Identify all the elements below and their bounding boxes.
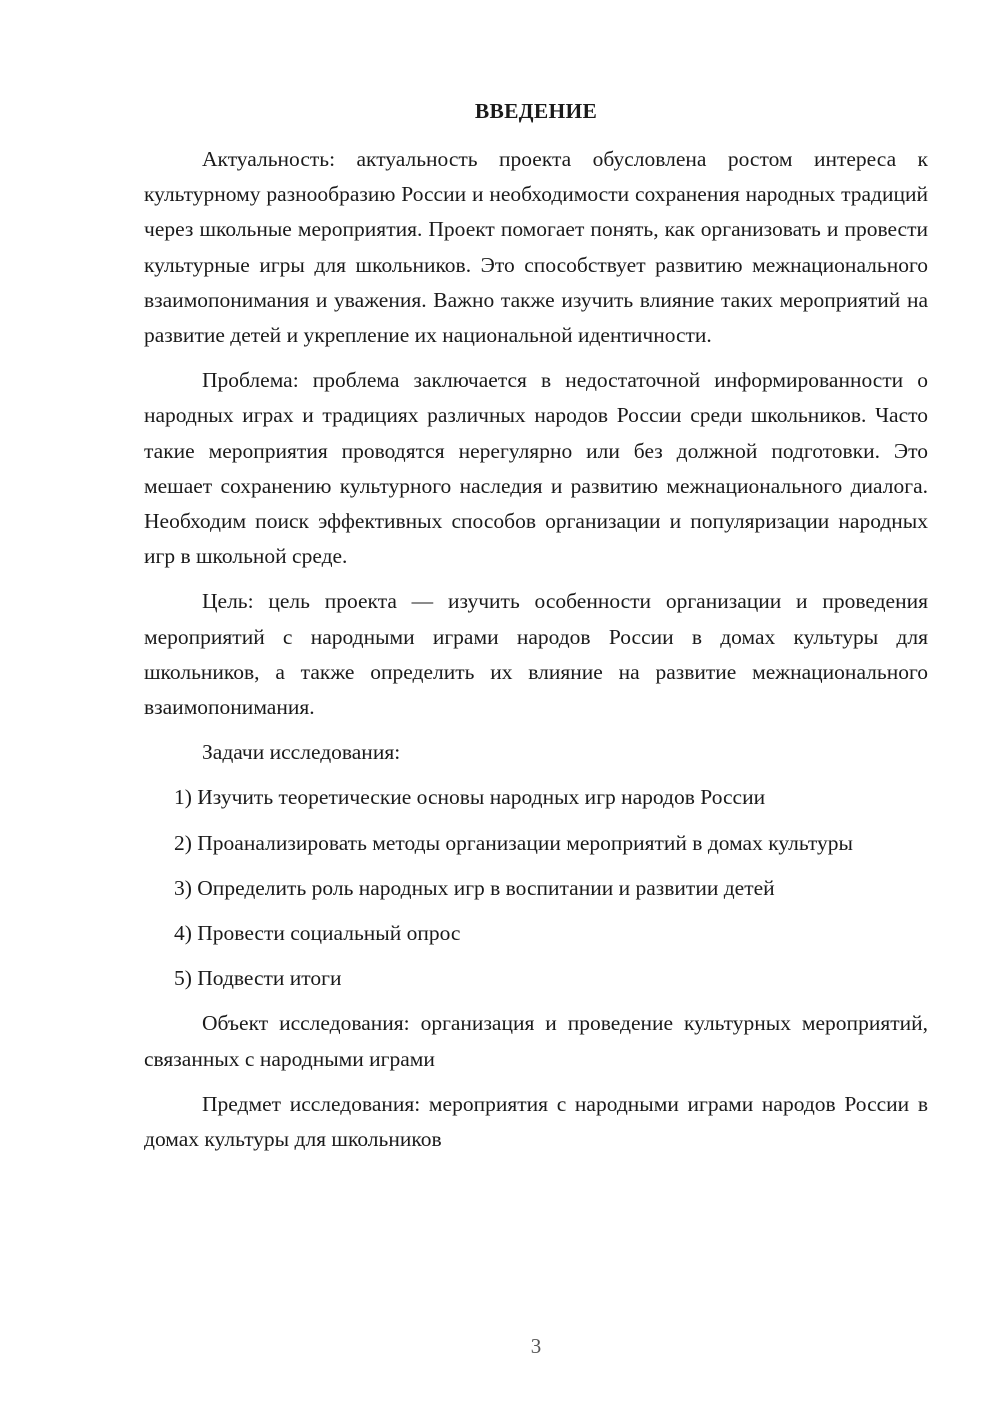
- relevance-paragraph: Актуальность: актуальность проекта обусловлена ростом интереса к культурному разнообразию России и необходимости сохранения народных традиций через школьные мероприятия. Проект помогает понять, как организовать и провести культурные игры для школьников. Это способствует развитию межнационального взаимопонимания и уважения. Важно также изучить влияние таких мероприятий на развитие детей и укрепление их национальной идентичности.: [144, 147, 928, 348]
- document-body: [144, 142, 928, 1167]
- task-item: 5) Подвести итоги: [174, 966, 342, 991]
- task-item: 1) Изучить теоретические основы народных игр народов России: [174, 785, 766, 810]
- task-item: 4) Провести социальный опрос: [174, 921, 461, 946]
- page-number: 3: [530, 1334, 542, 1358]
- task-item: 3) Определить роль народных игр в воспитании и развитии детей: [174, 875, 775, 900]
- page-title: ВВЕДЕНИЕ: [474, 99, 598, 123]
- subject-paragraph: Предмет исследования: мероприятия с народными играми народов России в домах культуры для школьников: [144, 1091, 928, 1152]
- document-page: [144, 0, 928, 1414]
- tasks-heading: Задачи исследования:: [202, 740, 401, 765]
- object-paragraph: Объект исследования: организация и проведение культурных мероприятий, связанных с народными играми: [144, 1011, 928, 1071]
- goal-paragraph: Цель: цель проекта — изучить особенности организации и проведения мероприятий с народными играми народов России в домах культуры для школьников, а также определить их влияние на развитие межнационального взаимопонимания.: [144, 589, 928, 720]
- problem-paragraph: Проблема: проблема заключается в недостаточной информированности о народных играх и традициях различных народов России среди школьников. Часто такие мероприятия проводятся нерегулярно или без должной подготовки. Это мешает сохранению культурного наследия и развитию межнационального диалога. Необходим поиск эффективных способов организации и популяризации народных игр в школьной среде.: [144, 368, 928, 569]
- task-item: 2) Проанализировать методы организации мероприятий в домах культуры: [174, 830, 853, 855]
